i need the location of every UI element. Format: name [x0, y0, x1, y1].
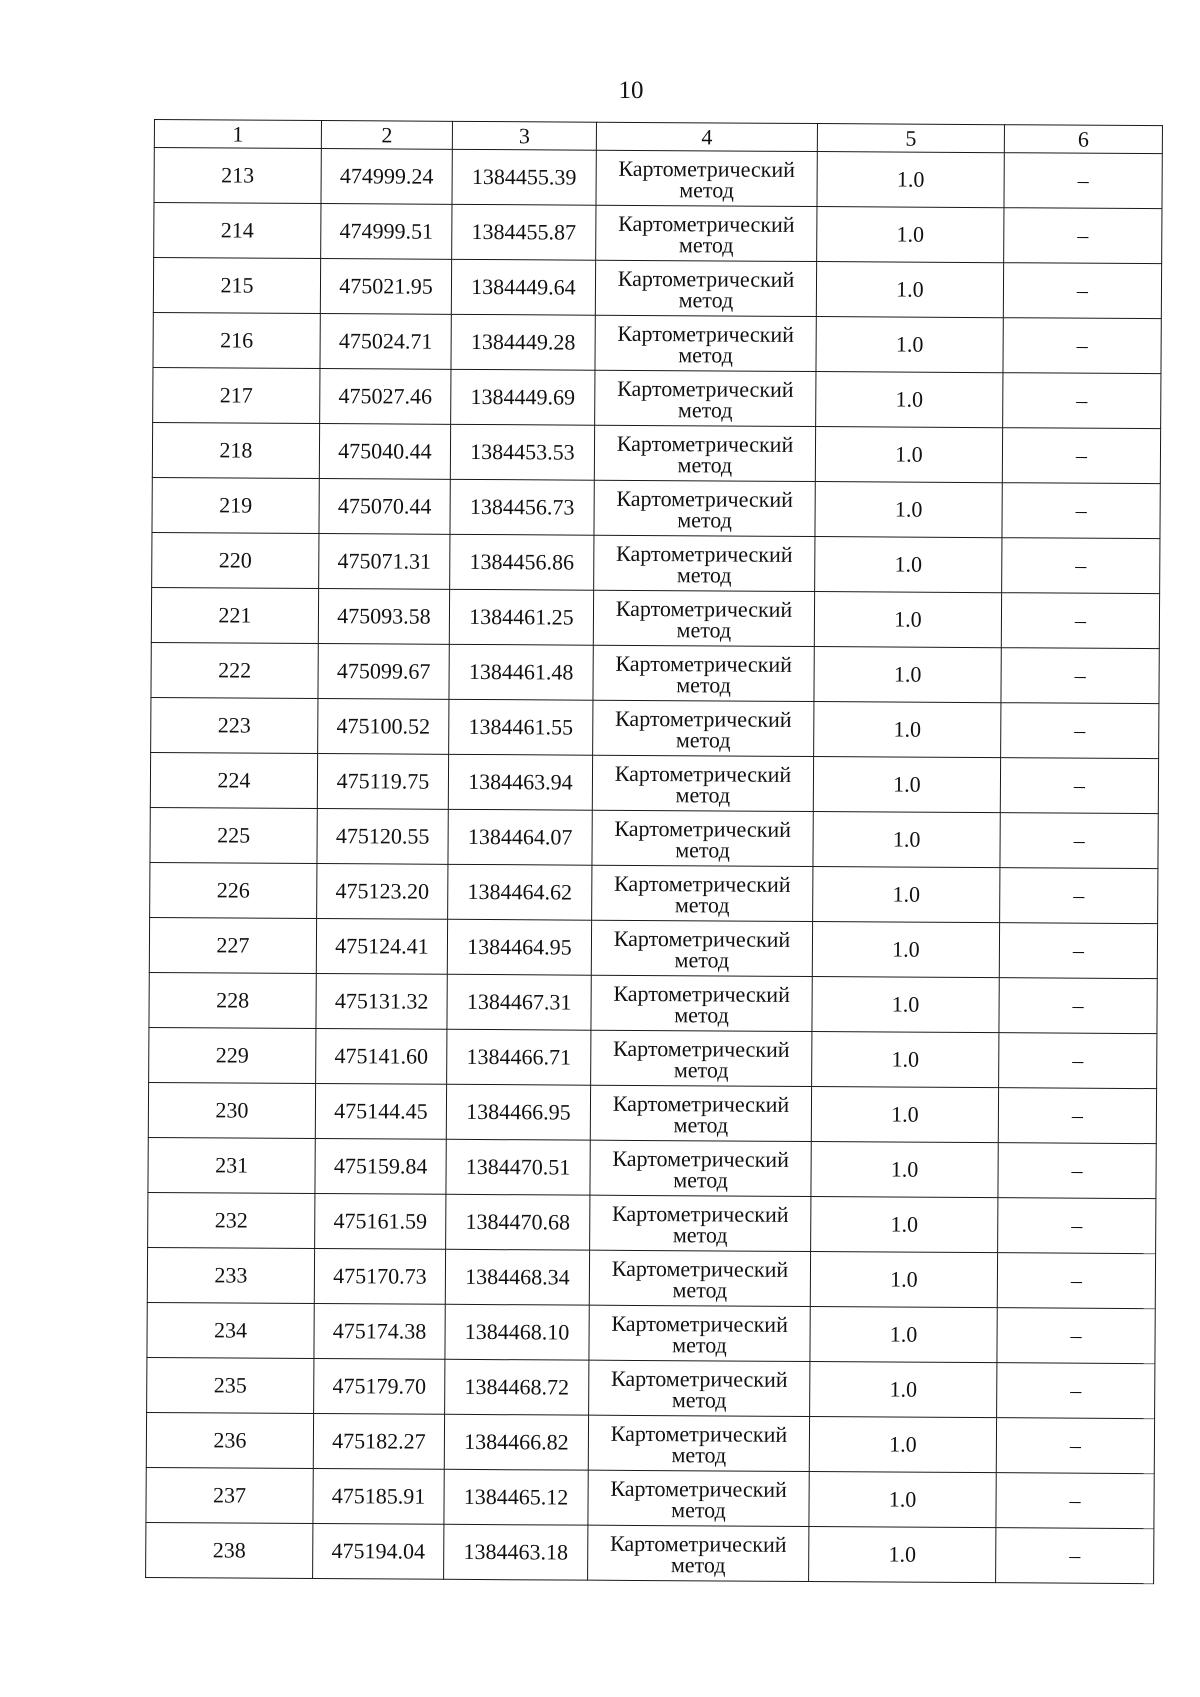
cell-accuracy: 1.0	[809, 1527, 996, 1583]
cell-point-number: 228	[149, 972, 316, 1028]
cell-accuracy: 1.0	[810, 1252, 997, 1308]
cell-coordinate-x: 475141.60	[316, 1029, 447, 1085]
cell-point-number: 225	[150, 807, 317, 863]
cell-accuracy: 1.0	[817, 207, 1004, 263]
cell-accuracy: 1.0	[812, 977, 999, 1033]
cell-accuracy: 1.0	[810, 1307, 997, 1363]
cell-accuracy: 1.0	[815, 427, 1002, 483]
cell-method: Картометрический метод	[589, 1360, 810, 1416]
cell-coordinate-x: 475021.95	[320, 259, 451, 315]
table-row	[151, 642, 1159, 703]
table-row	[151, 697, 1159, 758]
cell-accuracy: 1.0	[816, 372, 1003, 428]
cell-method: Картометрический метод	[593, 590, 814, 646]
table-row	[146, 1522, 1154, 1583]
cell-note: –	[997, 1363, 1155, 1419]
cell-coordinate-y: 1384468.10	[445, 1304, 589, 1360]
cell-method: Картометрический метод	[595, 370, 816, 426]
cell-coordinate-y: 1384455.39	[452, 149, 596, 205]
cell-accuracy: 1.0	[811, 1087, 998, 1143]
cell-method: Картометрический метод	[594, 425, 815, 481]
table-row	[154, 148, 1162, 209]
cell-point-number: 218	[152, 422, 319, 478]
cell-point-number: 220	[152, 532, 319, 588]
cell-accuracy: 1.0	[813, 757, 1000, 813]
cell-coordinate-x: 475159.84	[315, 1139, 446, 1195]
cell-point-number: 233	[147, 1247, 314, 1303]
cell-note: –	[1000, 868, 1158, 924]
table-row	[147, 1247, 1155, 1308]
cell-coordinate-y: 1384464.07	[448, 809, 592, 865]
table-row	[146, 1412, 1154, 1473]
cell-point-number: 232	[148, 1192, 315, 1248]
cell-point-number: 223	[151, 697, 318, 753]
header-col-1: 1	[154, 120, 321, 149]
cell-coordinate-x: 475131.32	[316, 974, 447, 1030]
cell-coordinate-x: 475161.59	[315, 1194, 446, 1250]
cell-coordinate-y: 1384455.87	[452, 204, 596, 260]
cell-point-number: 227	[149, 917, 316, 973]
cell-note: –	[998, 1143, 1156, 1199]
cell-method: Картометрический метод	[592, 865, 813, 921]
cell-note: –	[1003, 318, 1161, 374]
table-row	[150, 807, 1158, 868]
cell-coordinate-x: 475144.45	[315, 1084, 446, 1140]
cell-accuracy: 1.0	[814, 647, 1001, 703]
cell-note: –	[1004, 153, 1162, 209]
cell-coordinate-y: 1384468.72	[445, 1359, 589, 1415]
cell-method: Картометрический метод	[592, 810, 813, 866]
cell-method: Картометрический метод	[596, 205, 817, 261]
cell-coordinate-y: 1384466.95	[446, 1084, 590, 1140]
table-row	[148, 1192, 1156, 1253]
cell-method: Картометрический метод	[592, 755, 813, 811]
table-row	[154, 203, 1162, 264]
cell-point-number: 234	[147, 1302, 314, 1358]
cell-accuracy: 1.0	[817, 152, 1004, 208]
cell-point-number: 214	[154, 203, 321, 259]
cell-coordinate-y: 1384453.53	[450, 424, 594, 480]
cell-accuracy: 1.0	[811, 1142, 998, 1198]
cell-accuracy: 1.0	[813, 867, 1000, 923]
cell-accuracy: 1.0	[811, 1197, 998, 1253]
cell-coordinate-y: 1384466.71	[447, 1029, 591, 1085]
cell-coordinate-x: 475070.44	[319, 479, 450, 535]
cell-point-number: 213	[154, 148, 321, 204]
cell-coordinate-x: 474999.51	[321, 204, 452, 260]
table-row	[149, 1027, 1157, 1088]
table-row	[152, 532, 1160, 593]
cell-method: Картометрический метод	[593, 700, 814, 756]
cell-method: Картометрический метод	[594, 535, 815, 591]
cell-point-number: 222	[151, 642, 318, 698]
cell-note: –	[999, 923, 1157, 979]
cell-coordinate-x: 475099.67	[318, 644, 449, 700]
cell-coordinate-y: 1384461.55	[449, 699, 593, 755]
cell-accuracy: 1.0	[810, 1362, 997, 1418]
cell-point-number: 231	[148, 1137, 315, 1193]
cell-point-number: 219	[152, 477, 319, 533]
cell-method: Картометрический метод	[593, 645, 814, 701]
cell-note: –	[1001, 593, 1159, 649]
cell-note: –	[996, 1418, 1154, 1474]
cell-coordinate-y: 1384449.28	[451, 314, 595, 370]
cell-accuracy: 1.0	[814, 702, 1001, 758]
cell-note: –	[1001, 703, 1159, 759]
cell-accuracy: 1.0	[809, 1417, 996, 1473]
cell-coordinate-x: 475093.58	[318, 589, 449, 645]
table-row	[150, 752, 1158, 813]
cell-accuracy: 1.0	[813, 812, 1000, 868]
cell-point-number: 221	[151, 587, 318, 643]
cell-coordinate-y: 1384456.73	[450, 479, 594, 535]
cell-coordinate-x: 475100.52	[318, 699, 449, 755]
cell-note: –	[1000, 813, 1158, 869]
cell-coordinate-x: 475194.04	[313, 1523, 444, 1579]
cell-point-number: 237	[146, 1467, 313, 1523]
cell-coordinate-x: 475185.91	[313, 1468, 444, 1524]
table-row	[153, 312, 1161, 373]
cell-accuracy: 1.0	[809, 1472, 996, 1528]
cell-note: –	[999, 978, 1157, 1034]
cell-method: Картометрический метод	[589, 1250, 810, 1306]
cell-coordinate-x: 475179.70	[314, 1359, 445, 1415]
table-row	[150, 862, 1158, 923]
cell-note: –	[998, 1198, 1156, 1254]
table-row	[153, 258, 1161, 319]
cell-point-number: 235	[147, 1357, 314, 1413]
cell-coordinate-y: 1384465.12	[444, 1469, 588, 1525]
cell-coordinate-x: 475040.44	[319, 424, 450, 480]
cell-note: –	[1002, 538, 1160, 594]
cell-coordinate-y: 1384466.82	[444, 1414, 588, 1470]
cell-coordinate-x: 475174.38	[314, 1304, 445, 1360]
cell-coordinate-x: 475170.73	[314, 1249, 445, 1305]
table-row	[148, 1082, 1156, 1143]
cell-accuracy: 1.0	[815, 482, 1002, 538]
cell-coordinate-y: 1384461.25	[449, 589, 593, 645]
cell-accuracy: 1.0	[812, 1032, 999, 1088]
table-row	[151, 587, 1159, 648]
cell-coordinate-y: 1384449.69	[451, 369, 595, 425]
cell-coordinate-y: 1384470.68	[446, 1194, 590, 1250]
cell-method: Картометрический метод	[591, 975, 812, 1031]
cell-coordinate-y: 1384464.62	[448, 864, 592, 920]
cell-coordinate-x: 475182.27	[313, 1413, 444, 1469]
cell-note: –	[999, 1033, 1157, 1089]
page-number: 10	[618, 77, 644, 104]
cell-method: Картометрический метод	[588, 1415, 809, 1471]
cell-coordinate-x: 475123.20	[317, 864, 448, 920]
cell-accuracy: 1.0	[812, 922, 999, 978]
cell-point-number: 217	[153, 367, 320, 423]
cell-point-number: 236	[146, 1412, 313, 1468]
cell-note: –	[997, 1253, 1155, 1309]
cell-coordinate-y: 1384463.18	[444, 1524, 588, 1580]
cell-coordinate-x: 475120.55	[317, 809, 448, 865]
header-col-3: 3	[452, 121, 596, 150]
cell-accuracy: 1.0	[816, 262, 1003, 318]
table-row	[152, 477, 1160, 538]
cell-point-number: 224	[150, 752, 317, 808]
cell-point-number: 226	[150, 862, 317, 918]
table-row	[152, 422, 1160, 483]
cell-coordinate-y: 1384463.94	[448, 754, 592, 810]
cell-method: Картометрический метод	[590, 1085, 811, 1141]
table-row	[148, 1137, 1156, 1198]
cell-method: Картометрический метод	[595, 260, 816, 316]
table-row	[149, 972, 1157, 1033]
cell-method: Картометрический метод	[591, 1030, 812, 1086]
table-row	[147, 1357, 1155, 1418]
cell-method: Картометрический метод	[591, 920, 812, 976]
cell-coordinate-x: 475027.46	[320, 369, 451, 425]
table-body	[146, 148, 1163, 1584]
cell-note: –	[996, 1528, 1154, 1584]
cell-note: –	[997, 1308, 1155, 1364]
header-col-4: 4	[596, 122, 817, 151]
cell-point-number: 215	[153, 258, 320, 314]
header-col-5: 5	[817, 124, 1004, 153]
cell-method: Картометрический метод	[589, 1305, 810, 1361]
cell-point-number: 230	[148, 1082, 315, 1138]
coordinates-table	[145, 119, 1163, 1584]
cell-method: Картометрический метод	[590, 1195, 811, 1251]
table-row	[147, 1302, 1155, 1363]
cell-coordinate-y: 1384449.64	[451, 259, 595, 315]
cell-note: –	[1000, 758, 1158, 814]
cell-note: –	[998, 1088, 1156, 1144]
cell-accuracy: 1.0	[815, 537, 1002, 593]
cell-coordinate-y: 1384461.48	[449, 644, 593, 700]
cell-point-number: 238	[146, 1522, 313, 1578]
cell-note: –	[1002, 483, 1160, 539]
cell-coordinate-y: 1384464.95	[447, 919, 591, 975]
table-row	[146, 1467, 1154, 1528]
cell-method: Картометрический метод	[595, 315, 816, 371]
cell-method: Картометрический метод	[590, 1140, 811, 1196]
cell-coordinate-x: 475024.71	[320, 314, 451, 370]
header-col-2: 2	[321, 121, 452, 150]
cell-coordinate-x: 474999.24	[321, 149, 452, 205]
cell-accuracy: 1.0	[816, 317, 1003, 373]
cell-point-number: 216	[153, 312, 320, 368]
cell-method: Картометрический метод	[588, 1470, 809, 1526]
cell-note: –	[1001, 648, 1159, 704]
cell-coordinate-y: 1384467.31	[447, 974, 591, 1030]
cell-method: Картометрический метод	[594, 480, 815, 536]
cell-note: –	[1004, 208, 1162, 264]
table-row	[149, 917, 1157, 978]
cell-point-number: 229	[149, 1027, 316, 1083]
cell-coordinate-y: 1384456.86	[450, 534, 594, 590]
cell-accuracy: 1.0	[814, 592, 1001, 648]
header-col-6: 6	[1004, 125, 1162, 154]
cell-method: Картометрический метод	[588, 1525, 809, 1581]
cell-method: Картометрический метод	[596, 150, 817, 206]
cell-coordinate-x: 475119.75	[317, 754, 448, 810]
cell-note: –	[996, 1473, 1154, 1529]
cell-note: –	[1002, 428, 1160, 484]
cell-coordinate-y: 1384470.51	[446, 1139, 590, 1195]
cell-coordinate-y: 1384468.34	[445, 1249, 589, 1305]
cell-coordinate-x: 475124.41	[316, 919, 447, 975]
cell-note: –	[1003, 373, 1161, 429]
cell-note: –	[1003, 263, 1161, 319]
cell-coordinate-x: 475071.31	[319, 534, 450, 590]
table-row	[153, 367, 1161, 428]
